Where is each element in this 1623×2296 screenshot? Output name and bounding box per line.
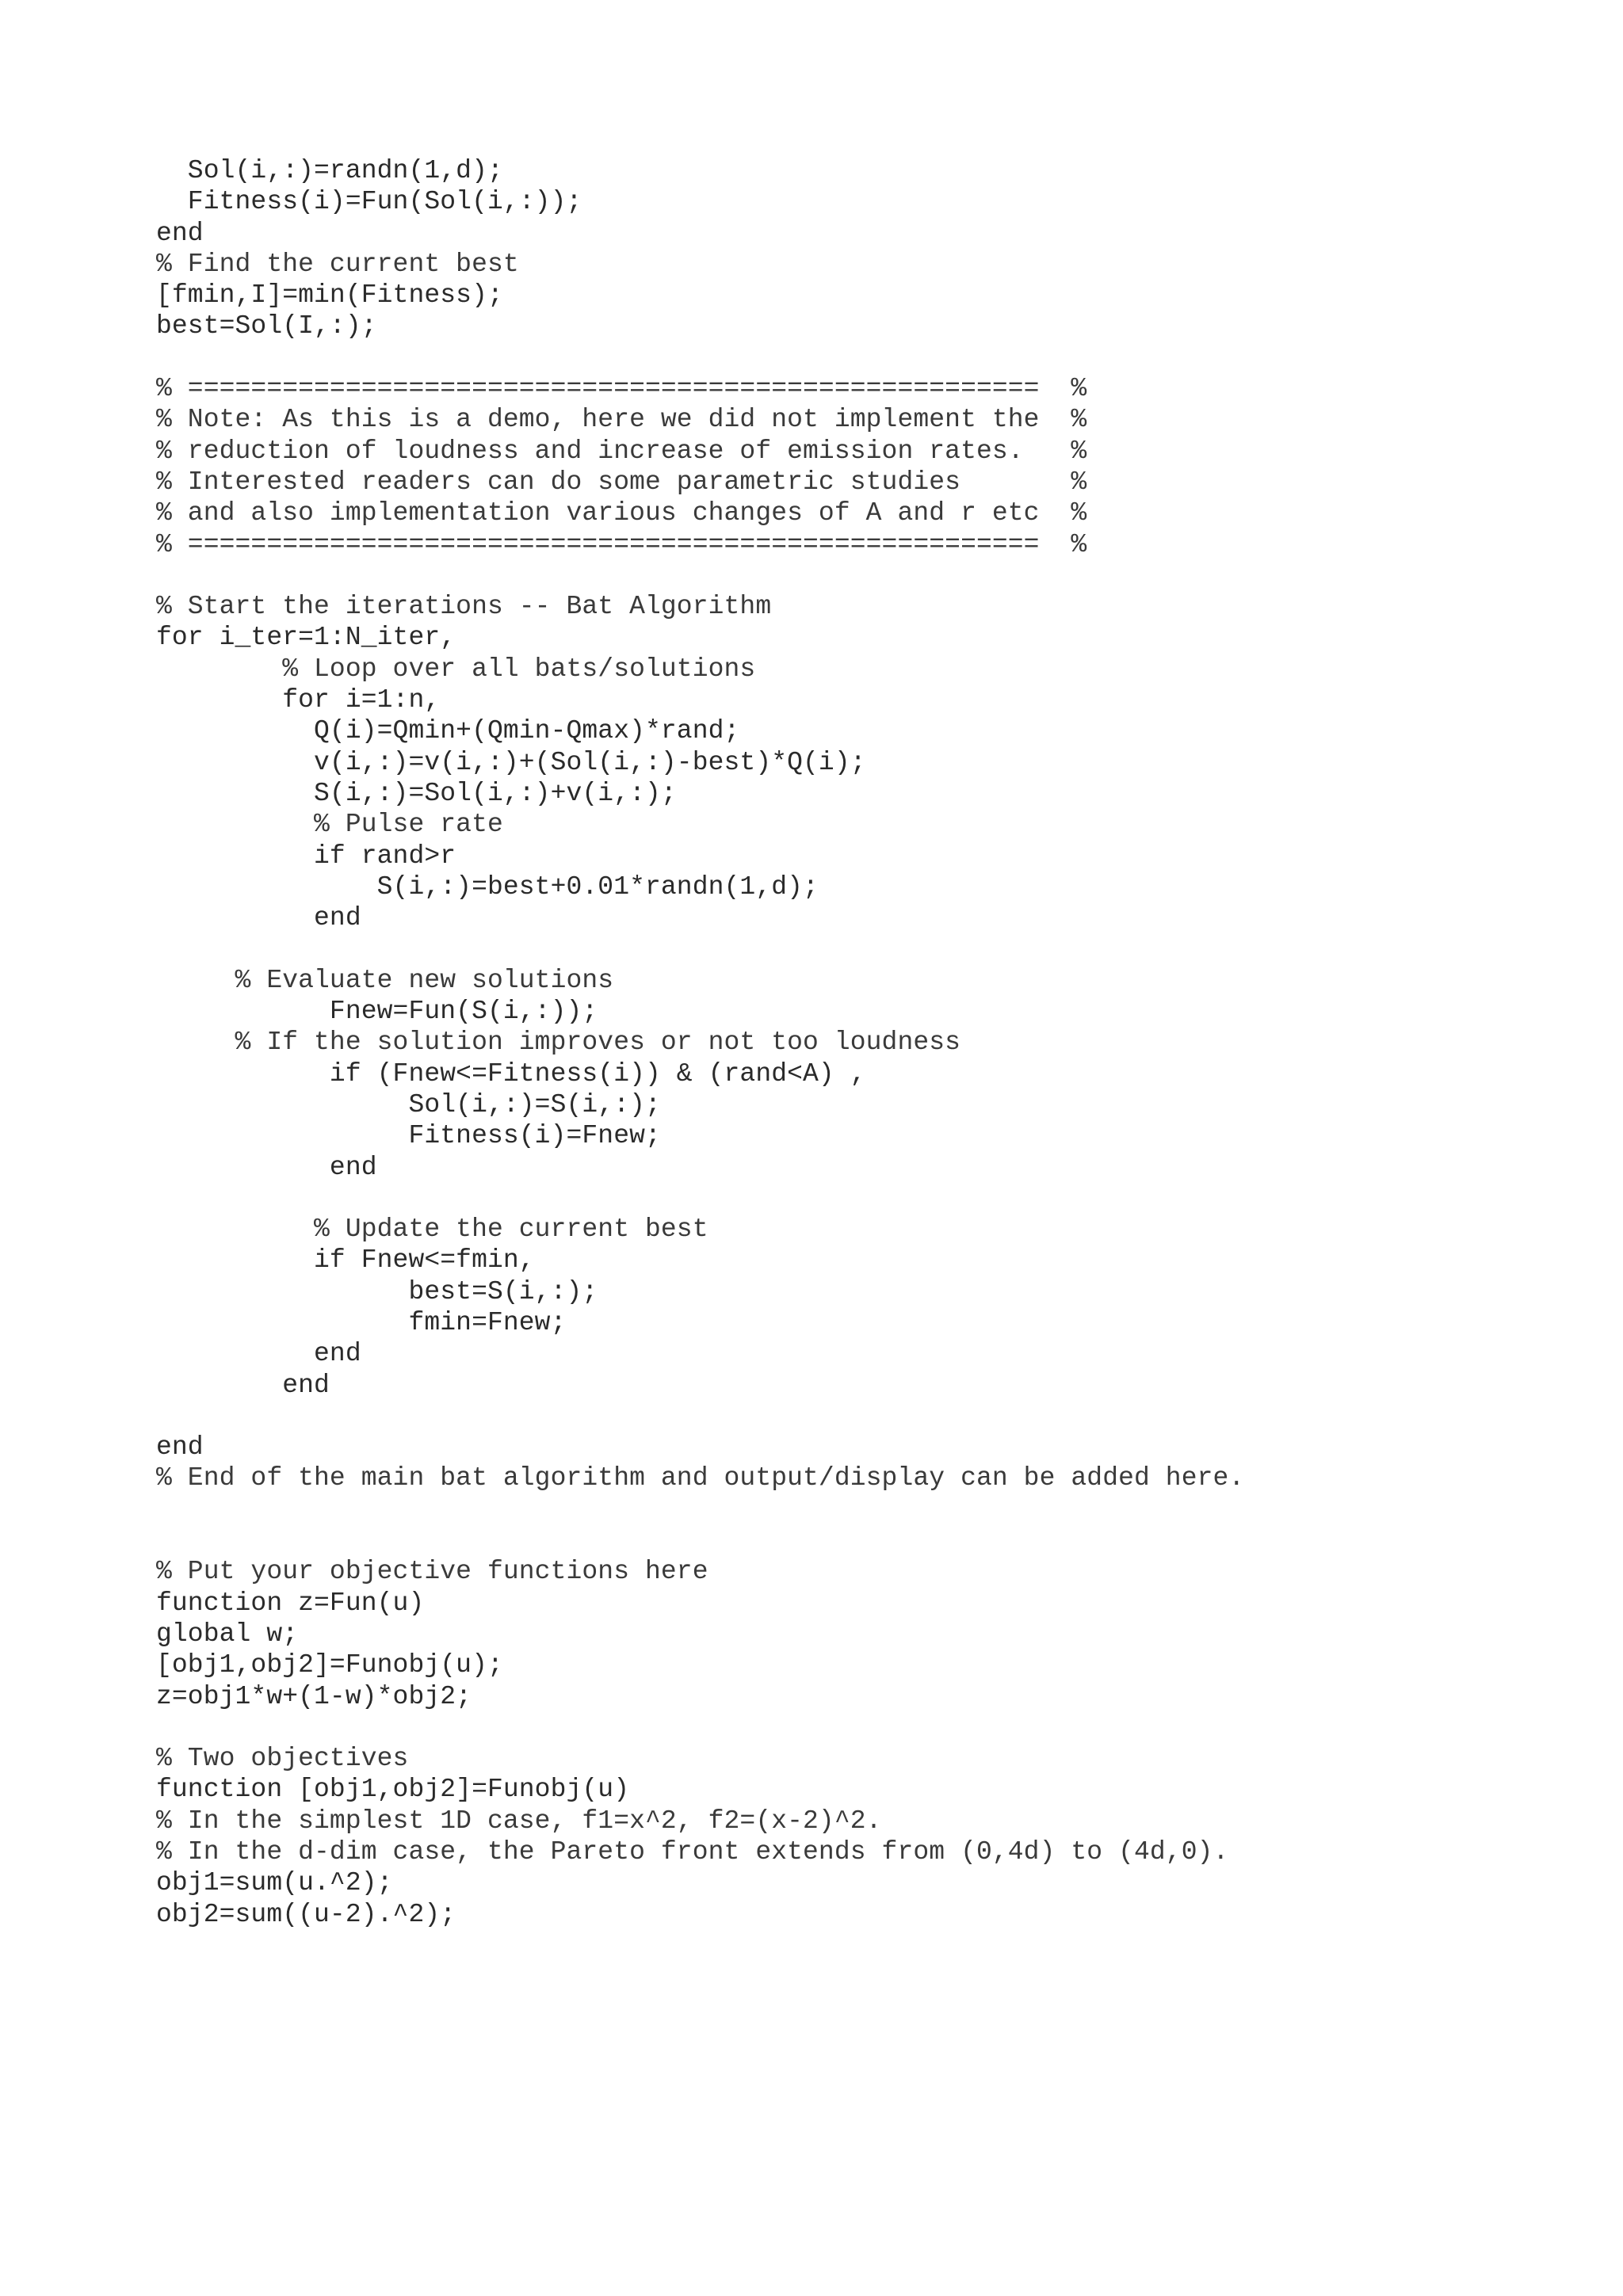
- code-line: S(i,:)=Sol(i,:)+v(i,:);: [156, 778, 677, 808]
- code-line: end: [156, 1339, 361, 1369]
- code-line: Fitness(i)=Fun(Sol(i,:));: [156, 187, 582, 217]
- code-comment-line: % and also implementation various changes of A and r etc %: [156, 498, 1087, 528]
- code-comment-line: % Interested readers can do some parametric studies %: [156, 467, 1087, 497]
- code-line: obj2=sum((u-2).^2);: [156, 1899, 456, 1929]
- code-line: if (Fnew<=Fitness(i)) & (rand<A) ,: [156, 1058, 866, 1089]
- code-line: Sol(i,:)=S(i,:);: [156, 1089, 661, 1119]
- code-line: best=Sol(I,:);: [156, 311, 377, 341]
- code-line: [156, 1401, 1244, 1432]
- code-line: end: [156, 218, 204, 248]
- code-line: S(i,:)=best+0.01*randn(1,d);: [156, 871, 819, 902]
- code-comment-line: % Loop over all bats/solutions: [156, 654, 756, 684]
- code-line: [156, 560, 1244, 591]
- code-line: fmin=Fnew;: [156, 1307, 567, 1337]
- code-comment-line: % End of the main bat algorithm and output/display can be added here.: [156, 1463, 1245, 1493]
- code-comment-line: % ====================================================== %: [156, 529, 1087, 559]
- code-line: [obj1,obj2]=Funobj(u);: [156, 1650, 503, 1680]
- code-line: [156, 1494, 1244, 1525]
- code-comment-line: % Evaluate new solutions: [156, 965, 614, 995]
- code-line: if Fnew<=fmin,: [156, 1245, 535, 1276]
- code-line: [156, 342, 1244, 373]
- code-listing: [156, 155, 1244, 1930]
- code-line: function z=Fun(u): [156, 1588, 425, 1618]
- code-comment-line: % If the solution improves or not too loudness: [156, 1028, 961, 1058]
- code-line: v(i,:)=v(i,:)+(Sol(i,:)-best)*Q(i);: [156, 747, 866, 777]
- code-line: [156, 1712, 1244, 1743]
- code-comment-line: % Start the iterations -- Bat Algorithm: [156, 592, 772, 622]
- code-comment-line: % Two objectives: [156, 1744, 409, 1774]
- code-line: [fmin,I]=min(Fitness);: [156, 280, 503, 311]
- code-line: Sol(i,:)=randn(1,d);: [156, 156, 503, 185]
- code-line: end: [156, 903, 361, 933]
- code-line: if rand>r: [156, 841, 456, 871]
- code-line: for i=1:n,: [156, 685, 441, 715]
- code-line: obj1=sum(u.^2);: [156, 1868, 393, 1898]
- code-line: function [obj1,obj2]=Funobj(u): [156, 1775, 630, 1805]
- code-comment-line: % ====================================================== %: [156, 374, 1087, 404]
- code-comment-line: % Find the current best: [156, 249, 519, 279]
- code-line: end: [156, 1370, 330, 1400]
- code-line: Fitness(i)=Fnew;: [156, 1121, 661, 1151]
- code-line: Q(i)=Qmin+(Qmin-Qmax)*rand;: [156, 716, 740, 746]
- code-line: end: [156, 1152, 377, 1182]
- code-line: z=obj1*w+(1-w)*obj2;: [156, 1681, 472, 1711]
- code-line: global w;: [156, 1619, 299, 1649]
- code-comment-line: % reduction of loudness and increase of emission rates. %: [156, 436, 1087, 466]
- code-comment-line: % Put your objective functions here: [156, 1557, 708, 1587]
- code-comment-line: % Update the current best: [156, 1215, 708, 1245]
- code-line: best=S(i,:);: [156, 1276, 598, 1306]
- code-comment-line: % Note: As this is a demo, here we did not implement the %: [156, 405, 1087, 435]
- code-comment-line: % Pulse rate: [156, 810, 503, 840]
- code-line: Fnew=Fun(S(i,:));: [156, 997, 598, 1027]
- code-line: end: [156, 1432, 204, 1463]
- code-line: [156, 933, 1244, 964]
- code-comment-line: % In the d-dim case, the Pareto front extends from (0,4d) to (4d,0).: [156, 1837, 1229, 1867]
- code-comment-line: % In the simplest 1D case, f1=x^2, f2=(x-2)^2.: [156, 1806, 882, 1836]
- code-line: [156, 1183, 1244, 1214]
- code-line: [156, 1525, 1244, 1556]
- code-line: for i_ter=1:N_iter,: [156, 623, 456, 653]
